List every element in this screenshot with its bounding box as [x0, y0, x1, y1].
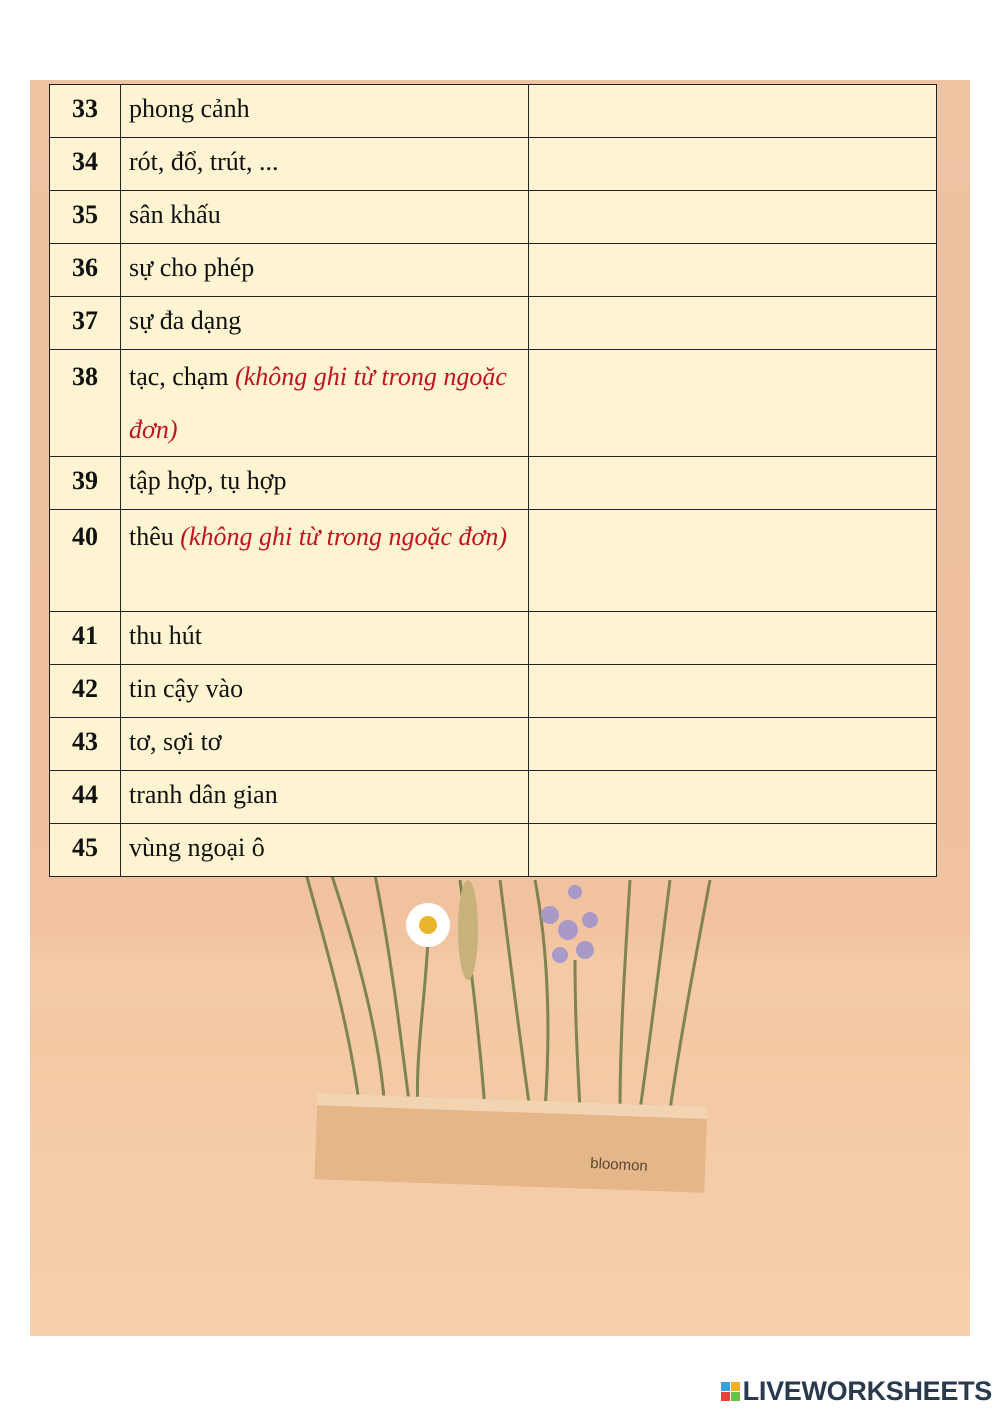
vietnamese-word: phong cảnh — [129, 94, 250, 123]
answer-cell[interactable] — [529, 138, 937, 191]
row-number: 33 — [50, 85, 121, 138]
daisy-flower — [406, 903, 450, 947]
row-number: 40 — [50, 510, 121, 612]
row-number: 36 — [50, 244, 121, 297]
liveworksheets-logo — [721, 1373, 992, 1409]
vietnamese-word-cell — [121, 350, 529, 457]
stand-brand-text: bloomon — [589, 1154, 649, 1175]
row-number: 34 — [50, 138, 121, 191]
answer-cell[interactable] — [529, 85, 937, 138]
row-number: 42 — [50, 665, 121, 718]
vietnamese-word-cell — [121, 297, 529, 350]
answer-cell[interactable] — [529, 665, 937, 718]
liveworksheets-mark-icon — [721, 1382, 740, 1401]
vietnamese-word: sự đa dạng — [129, 306, 242, 335]
vocabulary-table — [49, 84, 937, 877]
table-row — [50, 457, 937, 510]
table-row — [50, 191, 937, 244]
table-row — [50, 350, 937, 457]
row-number: 39 — [50, 457, 121, 510]
table-row — [50, 244, 937, 297]
logo-text: LIVEWORKSHEETS — [742, 1375, 992, 1406]
vietnamese-word-cell — [121, 138, 529, 191]
table-row — [50, 665, 937, 718]
table-row — [50, 138, 937, 191]
answer-cell[interactable] — [529, 297, 937, 350]
vietnamese-word-cell — [121, 244, 529, 297]
row-number: 45 — [50, 824, 121, 877]
vietnamese-word: thêu — [129, 522, 174, 551]
vietnamese-word: thu hút — [129, 621, 202, 650]
instruction-note: (không ghi từ trong ngoặc đơn) — [129, 362, 507, 444]
vietnamese-word: tập hợp, tụ hợp — [129, 466, 287, 495]
vietnamese-word-cell — [121, 718, 529, 771]
row-number: 43 — [50, 718, 121, 771]
row-number: 44 — [50, 771, 121, 824]
table-row — [50, 824, 937, 877]
answer-cell[interactable] — [529, 824, 937, 877]
table-row — [50, 612, 937, 665]
answer-cell[interactable] — [529, 718, 937, 771]
row-number: 35 — [50, 191, 121, 244]
vietnamese-word-cell — [121, 457, 529, 510]
vietnamese-word: tin cậy vào — [129, 674, 244, 703]
answer-cell[interactable] — [529, 191, 937, 244]
table-row — [50, 510, 937, 612]
answer-cell[interactable] — [529, 457, 937, 510]
vietnamese-word: tranh dân gian — [129, 780, 278, 809]
vietnamese-word: sân khấu — [129, 200, 221, 229]
row-number: 41 — [50, 612, 121, 665]
vietnamese-word-cell — [121, 510, 529, 612]
instruction-note: (không ghi từ trong ngoặc đơn) — [180, 522, 508, 551]
vietnamese-word: vùng ngoại ô — [129, 833, 265, 862]
vietnamese-word-cell — [121, 612, 529, 665]
vietnamese-word-cell — [121, 771, 529, 824]
vietnamese-word-cell — [121, 824, 529, 877]
vietnamese-word: rót, đổ, trút, ... — [129, 147, 279, 176]
vietnamese-word-cell — [121, 85, 529, 138]
table-row — [50, 718, 937, 771]
answer-cell[interactable] — [529, 244, 937, 297]
vietnamese-word-cell — [121, 191, 529, 244]
table-row — [50, 771, 937, 824]
row-number: 38 — [50, 350, 121, 457]
vietnamese-word: tạc, chạm — [129, 362, 229, 391]
answer-cell[interactable] — [529, 350, 937, 457]
vietnamese-word: tơ, sợi tơ — [129, 727, 222, 756]
vietnamese-word-cell — [121, 665, 529, 718]
row-number: 37 — [50, 297, 121, 350]
vietnamese-word: sự cho phép — [129, 253, 255, 282]
answer-cell[interactable] — [529, 510, 937, 612]
table-row — [50, 85, 937, 138]
answer-cell[interactable] — [529, 771, 937, 824]
table-row — [50, 297, 937, 350]
answer-cell[interactable] — [529, 612, 937, 665]
